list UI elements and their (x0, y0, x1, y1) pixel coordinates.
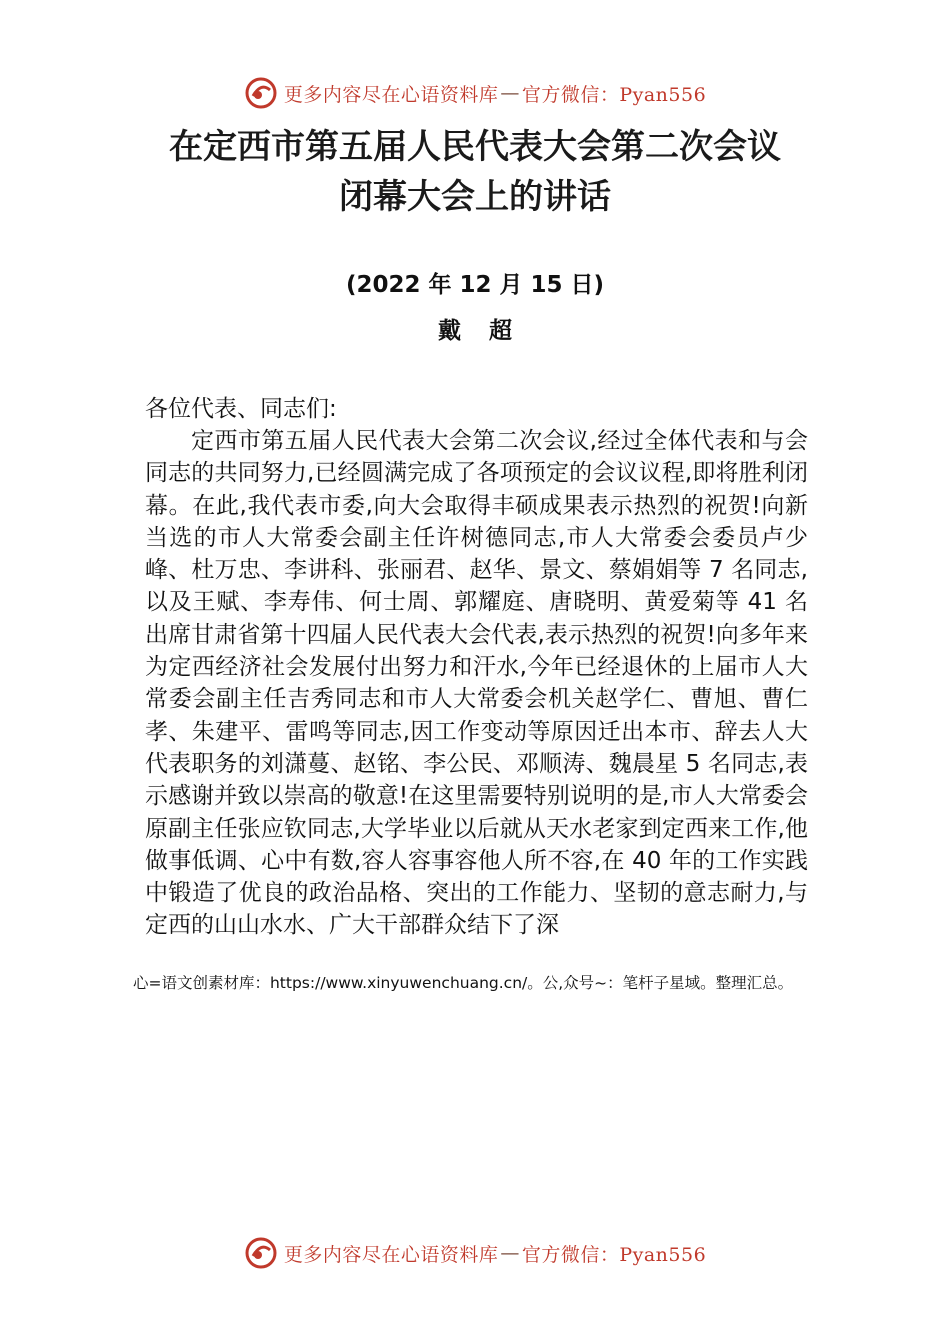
footer-banner (0, 1233, 950, 1273)
document-title (0, 122, 950, 222)
banner-text: 更多内容尽在心语资料库 (283, 83, 499, 106)
logo-icon (244, 1236, 278, 1270)
speech-date: (2022 年 12 月 15 日) (345, 272, 605, 298)
title-line-2: 闭幕大会上的讲话 (339, 177, 611, 217)
logo-icon (244, 76, 278, 110)
source-note: 心=语文创素材库：https://www.xinyuwenchuang.cn/。公,众号~：笔杆子星域。整理汇总。 (133, 974, 794, 992)
header-banner (0, 73, 950, 113)
title-line-1: 在定西市第五届人民代表大会第二次会议 (169, 127, 781, 167)
speech-author: 戴超 (438, 318, 540, 344)
banner-text: 更多内容尽在心语资料库 (283, 1243, 499, 1266)
banner-separator: — (500, 1242, 520, 1264)
banner-wechat: 官方微信：Pyan556 (521, 1243, 707, 1266)
greeting: 各位代表、同志们: (145, 396, 337, 422)
banner-separator: — (500, 82, 520, 104)
body-paragraph: 定西市第五届人民代表大会第二次会议,经过全体代表和与会同志的共同努力,已经圆满完成了各项预定的会议议程,即将胜利闭幕。在此,我代表市委,向大会取得丰硕成果表示热烈的祝贺!向新当选的市人大常委会副主任许树德同志,市人大常委会委员卢少峰、杜万忠、李讲科、张丽君、赵华、景文、蔡娟娟等 7 名同志,以及王赋、李寿伟、何士周、郭耀庭、唐晓明、黄爱菊等 41 名出席甘肃省第十四届人民代表大会代表,表示热烈的祝贺!向多年来为定西经济社会发展付出努力和汗水,今年已经退休的上届市人大常委会副主任吉秀同志和市人大常委会机关赵学仁、曹旭、曹仁孝、朱建平、雷鸣等同志,因工作变动等原因迁出本市、辞去人大代表职务的刘潇蔓、赵铭、李公民、邓顺涛、魏晨星 5 名同志,表示感谢并致以崇高的敬意!在这里需要特别说明的是,市人大常委会原副主任张应钦同志,大学毕业以后就从天水老家到定西来工作,他做事低调、心中有数,容人容事容他人所不容,在 40 年的工作实践中锻造了优良的政治品格、突出的工作能力、坚韧的意志耐力,与定西的山山水水、广大干部群众结下了深 (145, 428, 808, 939)
banner-wechat: 官方微信：Pyan556 (521, 83, 707, 106)
